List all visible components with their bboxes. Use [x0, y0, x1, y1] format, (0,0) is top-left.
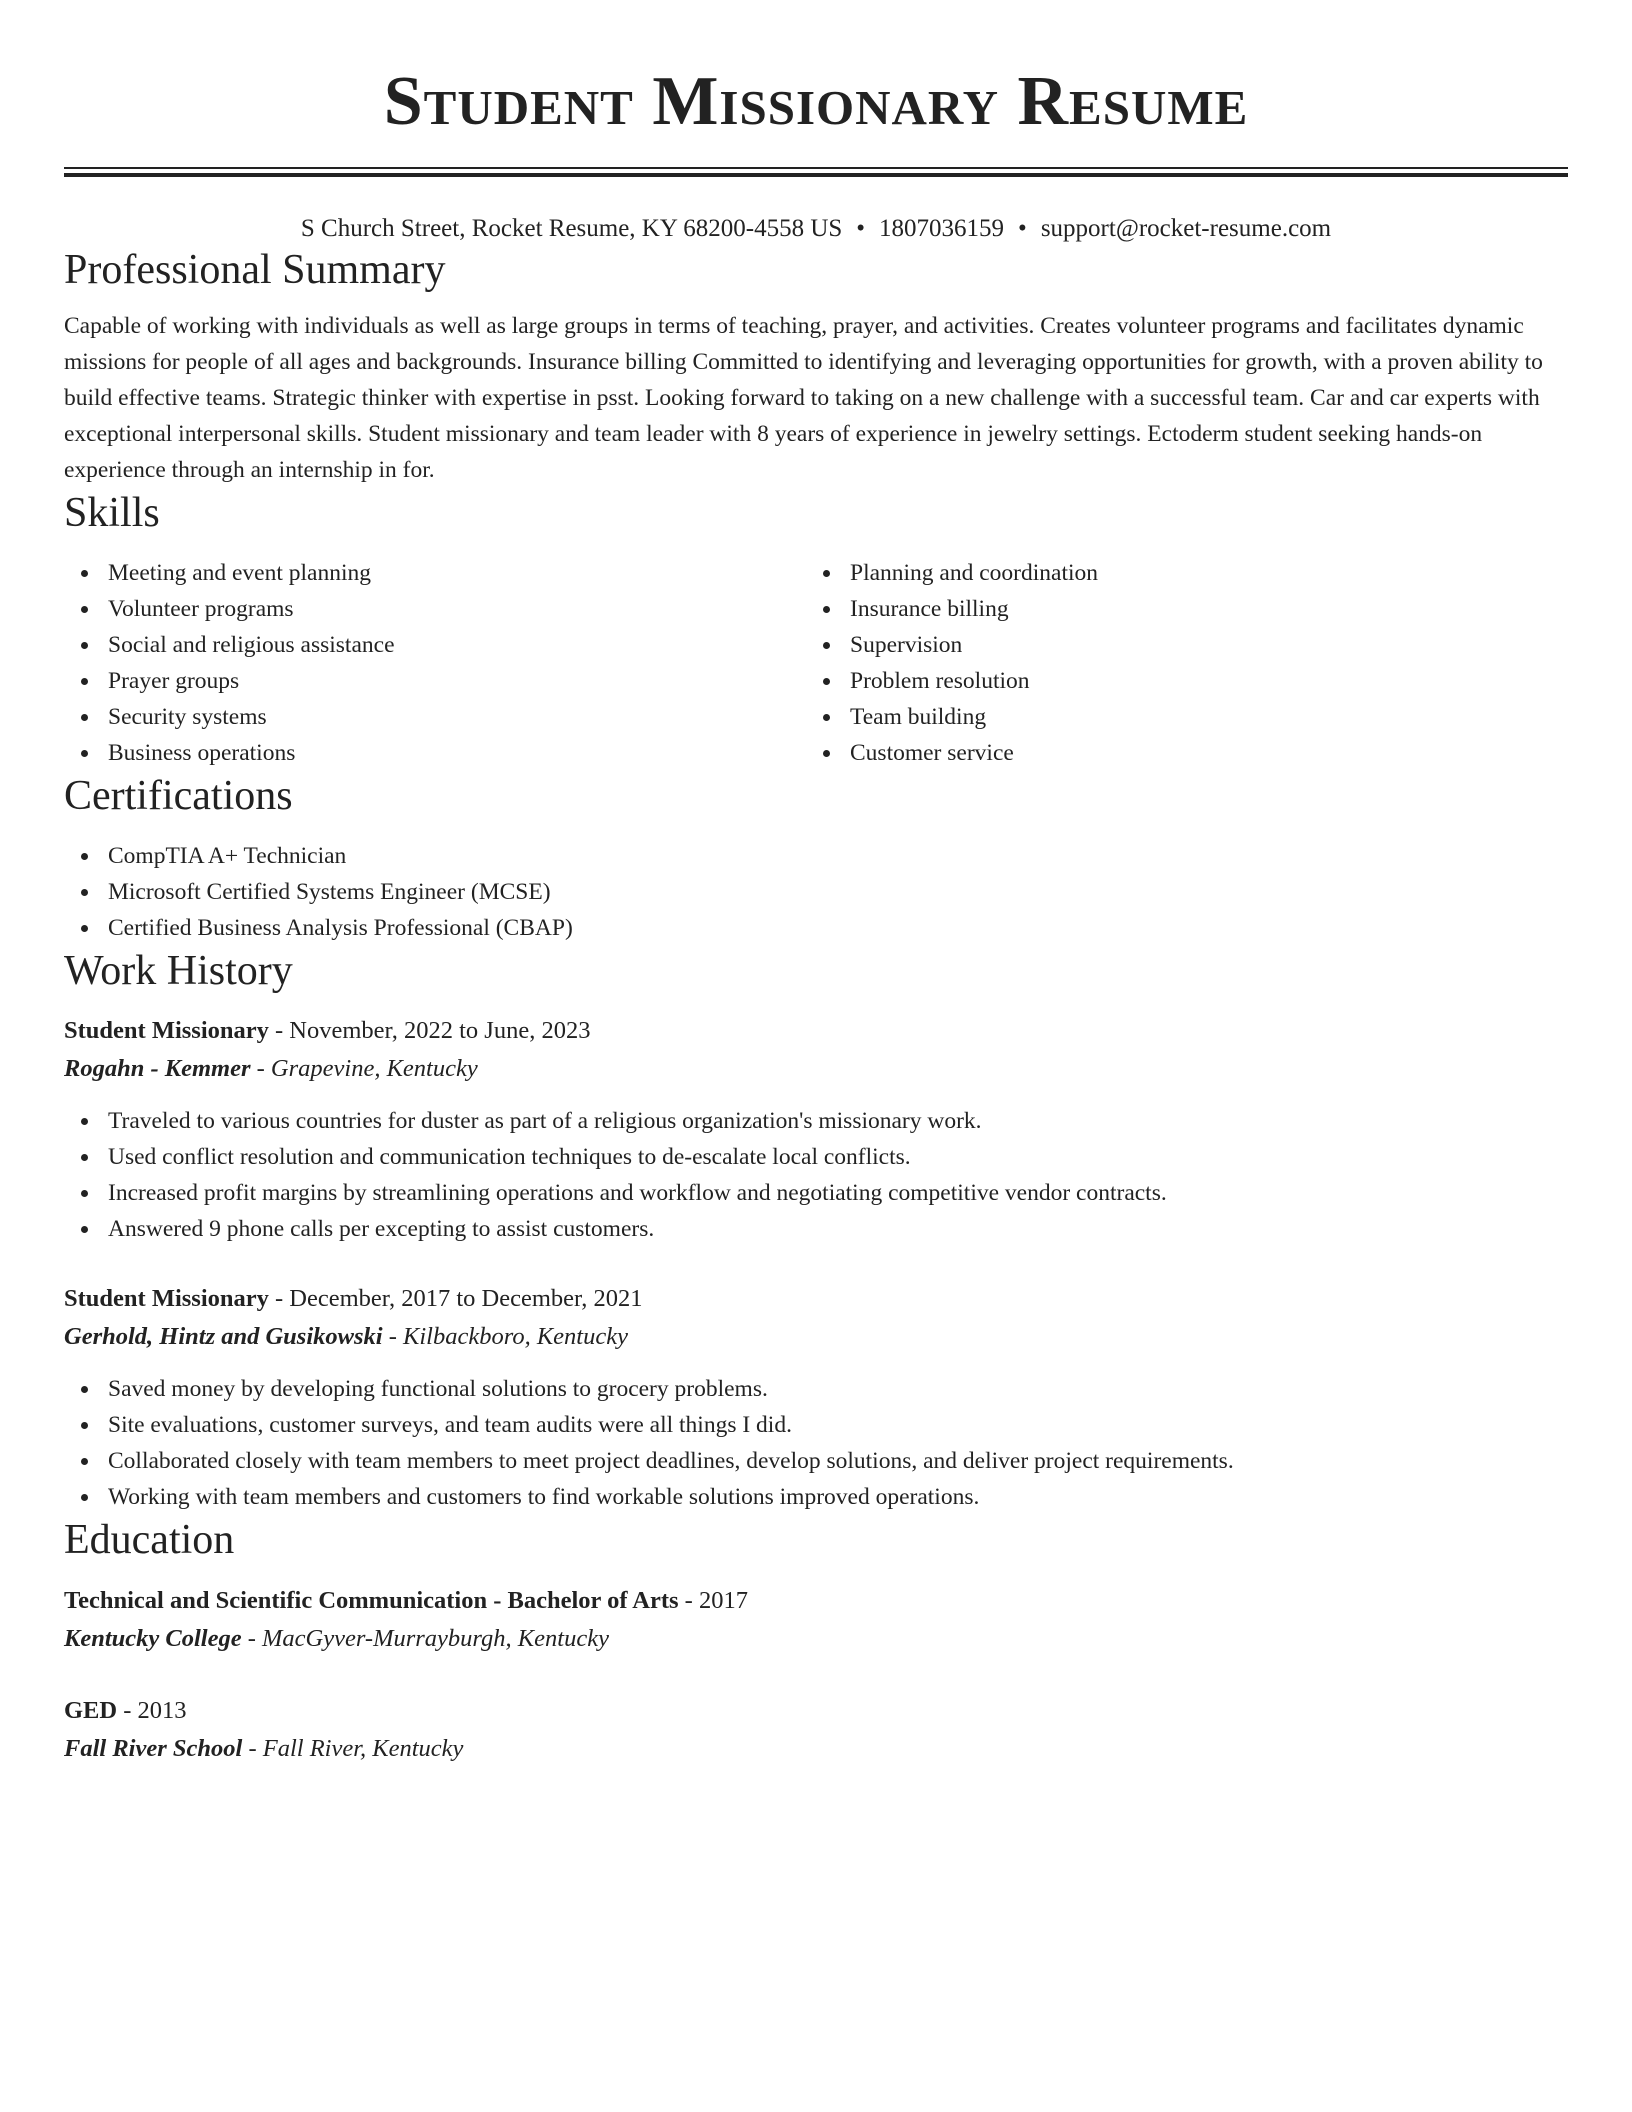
job-duties-list — [64, 1103, 1568, 1247]
certifications-list — [64, 838, 1568, 946]
skill-item: Volunteer programs — [64, 591, 806, 627]
work-history-heading: Work History — [64, 948, 293, 994]
certification-item: Certified Business Analysis Professional (CBAP) — [64, 910, 1568, 946]
job-duty-item: Working with team members and customers to find workable solutions improved operations. — [64, 1479, 1568, 1515]
education-heading: Education — [64, 1517, 235, 1563]
job-role: Student Missionary — [64, 1285, 269, 1312]
resume-page — [64, 0, 1568, 1768]
resume-name: Student Missionary Resume — [383, 63, 1249, 140]
education-year: - 2013 — [117, 1697, 187, 1724]
certification-item: Microsoft Certified Systems Engineer (MCSE) — [64, 874, 1568, 910]
skill-item: Team building — [806, 699, 1548, 735]
education-school: Fall River School — [64, 1735, 243, 1762]
skill-item: Customer service — [806, 735, 1548, 771]
education-header — [64, 1692, 1568, 1730]
job-header — [64, 1012, 1568, 1050]
education-location: - MacGyver-Murrayburgh, Kentucky — [241, 1625, 609, 1652]
job-duty-item: Collaborated closely with team members to meet project deadlines, develop solutions, and deliver project requirements. — [64, 1443, 1568, 1479]
education-header — [64, 1582, 1568, 1620]
contact-separator: • — [856, 215, 866, 242]
skills-heading: Skills — [64, 490, 160, 536]
summary-heading: Professional Summary — [64, 247, 446, 293]
skill-item: Planning and coordination — [806, 555, 1548, 591]
contact-line — [64, 213, 1568, 245]
contact-separator: • — [1018, 215, 1027, 242]
skill-item: Problem resolution — [806, 663, 1548, 699]
job-employer: Rogahn - Kemmer — [64, 1055, 251, 1082]
job-duty-item: Answered 9 phone calls per excepting to assist customers. — [64, 1211, 1568, 1247]
education-school-line — [64, 1620, 1568, 1658]
job-employer-line — [64, 1050, 1568, 1088]
job-duty-item: Site evaluations, customer surveys, and team audits were all things I did. — [64, 1407, 1568, 1443]
contact-phone: 1807036159 — [879, 215, 1005, 242]
skills-list-left — [64, 555, 806, 771]
job-dates: - December, 2017 to December, 2021 — [268, 1285, 643, 1312]
job-header — [64, 1280, 1568, 1318]
job-dates: - November, 2022 to June, 2023 — [268, 1017, 591, 1044]
skill-item: Security systems — [64, 699, 806, 735]
education-degree: Technical and Scientific Communication - Bachelor of Arts — [64, 1587, 679, 1614]
skill-item: Supervision — [806, 627, 1548, 663]
job-employer: Gerhold, Hintz and Gusikowski — [64, 1323, 383, 1350]
job-location: - Grapevine, Kentucky — [250, 1055, 478, 1082]
contact-email: support@rocket-resume.com — [1040, 215, 1332, 242]
education-school: Kentucky College — [64, 1625, 242, 1652]
summary-text: Capable of working with individuals as well as large groups in terms of teaching, prayer, and activities. Creates volunteer programs and facilitates dynamic missions for people of all ages and backgrounds. Insurance billing Committed to identifying and leveraging opportunities for growth, with a proven ability to build effective teams. Strategic thinker with expertise in psst. Looking forward to taking on a new challenge with a successful team. Car and car experts with exceptional interpersonal skills. Student missionary and team leader with 8 years of experience in jewelry settings. Ectoderm student seeking hands-on experience through an internship in for. — [64, 313, 1543, 483]
skill-item: Social and religious assistance — [64, 627, 806, 663]
skills-columns — [64, 555, 1568, 771]
job-location: - Kilbackboro, Kentucky — [382, 1323, 628, 1350]
job-employer-line — [64, 1318, 1568, 1356]
certifications-heading: Certifications — [64, 773, 293, 819]
skill-item: Insurance billing — [806, 591, 1548, 627]
job-duties-list — [64, 1371, 1568, 1515]
job-duty-item: Increased profit margins by streamlining operations and workflow and negotiating competitive vendor contracts. — [64, 1175, 1568, 1211]
skill-item: Meeting and event planning — [64, 555, 806, 591]
header-divider — [64, 167, 1568, 177]
skill-item: Prayer groups — [64, 663, 806, 699]
job-role: Student Missionary — [64, 1017, 269, 1044]
contact-address: S Church Street, Rocket Resume, KY 68200-4558 US — [300, 215, 843, 242]
education-year: - 2017 — [678, 1587, 748, 1614]
job-duty-item: Used conflict resolution and communication techniques to de-escalate local conflicts. — [64, 1139, 1568, 1175]
education-school-line — [64, 1730, 1568, 1768]
job-duty-item: Traveled to various countries for duster as part of a religious organization's missionary work. — [64, 1103, 1568, 1139]
education-location: - Fall River, Kentucky — [242, 1735, 464, 1762]
education-degree: GED — [64, 1697, 118, 1724]
job-duty-item: Saved money by developing functional solutions to grocery problems. — [64, 1371, 1568, 1407]
certification-item: CompTIA A+ Technician — [64, 838, 1568, 874]
skill-item: Business operations — [64, 735, 806, 771]
skills-list-right — [806, 555, 1548, 771]
